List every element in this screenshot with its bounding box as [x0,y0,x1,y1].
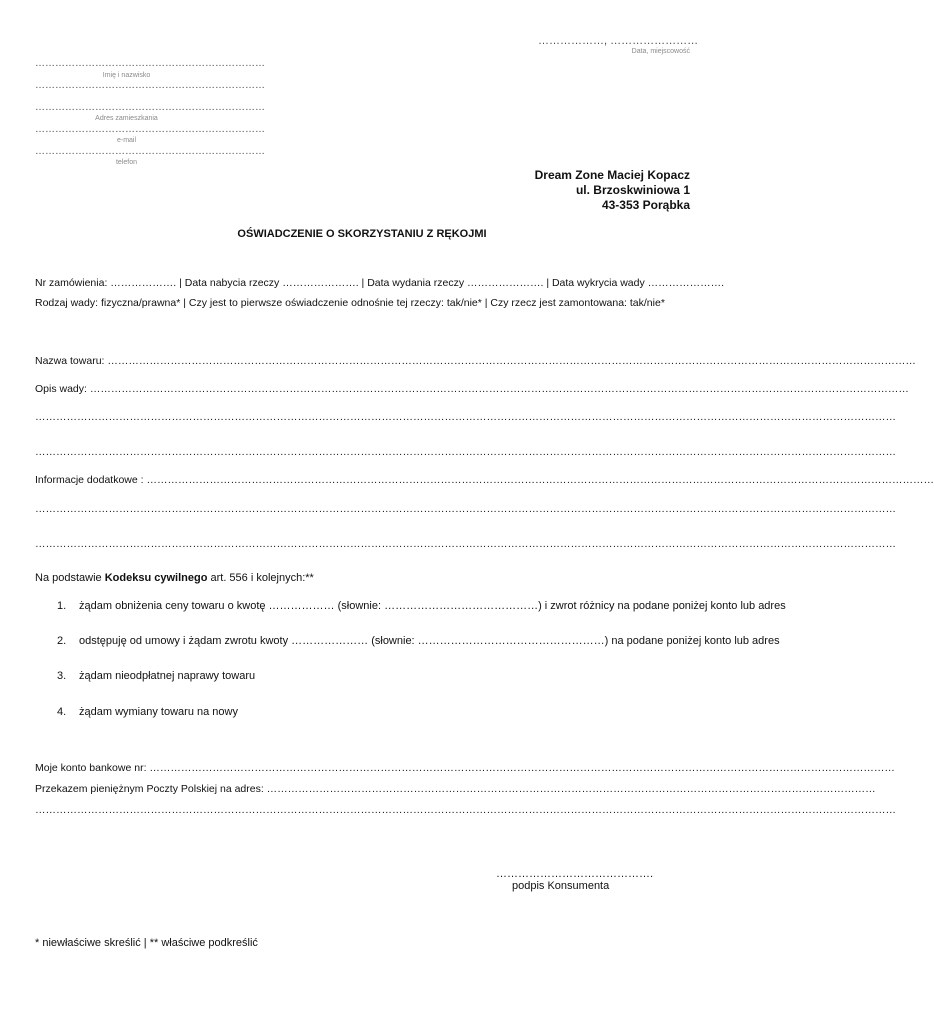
sender-email-line[interactable]: …………………………………………………………… [35,124,265,135]
demand-number: 2. [57,635,67,647]
sender-address-label: Adres zamieszkania [95,115,158,122]
sender-phone-label: telefon [115,159,138,166]
demand-price-reduction[interactable]: żądam obniżenia ceny towaru o kwotę ……………… (słownie: ……………………………………) i zwrot różnicy na podane poniżej konto lub adres [79,600,786,612]
product-name-field[interactable]: Nazwa towaru: …………………………………………………………………………………………………………………………………………………………………………………………………………… [35,355,916,367]
sender-phone-line[interactable]: …………………………………………………………… [35,146,265,157]
order-info-line-2: Rodzaj wady: fizyczna/prawna* | Czy jest to pierwsze oświadczenie odnośnie tej rzeczy: tak/nie* | Czy rzecz jest zamontowana: tak/nie* [35,297,665,309]
additional-info-line-3[interactable]: ………………………………………………………………………………………………………………………………………………………………………………………………………………………… [35,538,896,550]
signature-label: podpis Konsumenta [512,880,610,892]
additional-info-line-2[interactable]: ………………………………………………………………………………………………………………………………………………………………………………………………………………………… [35,503,896,515]
sender-address-line-1[interactable]: …………………………………………………………… [35,80,265,91]
civil-code-reference: Kodeksu cywilnego [104,572,208,584]
place-date-label: Data, miejscowość [631,48,690,55]
demand-number: 1. [57,600,67,612]
recipient-block [535,168,690,213]
bank-account-field[interactable]: Moje konto bankowe nr: …………………………………………………………………………………………………………………………………………………………………………………………… [35,762,895,774]
sender-name-label: Imię i nazwisko [102,72,151,79]
additional-info-field[interactable]: Informacje dodatkowe : ……………………………………………………………………………………………………………………………………………………………………………………………………… [35,474,934,486]
postal-order-address-field[interactable]: Przekazem pieniężnym Poczty Polskiej na adres: ………………………………………………………………………………………………………………………………………………………… [35,783,876,795]
recipient-name: Dream Zone Maciej Kopacz [534,168,690,182]
demand-number: 4. [57,706,67,718]
demand-free-repair[interactable]: żądam nieodpłatnej naprawy towaru [79,670,256,682]
defect-description-field[interactable]: Opis wady: ……………………………………………………………………………………………………………………………………………………………………………………………………………… [35,383,909,395]
defect-description-line-2[interactable]: ………………………………………………………………………………………………………………………………………………………………………………………………………………………… [35,411,896,423]
order-info-line-1: Nr zamówienia: ………………. | Data nabycia rzeczy …………………. | Data wydania rzeczy …………………. | Data wykrycia wady …………………. [35,277,725,289]
legal-basis [35,572,314,584]
place-date-line[interactable]: ………………, …………………… [538,35,699,47]
recipient-city: 43-353 Porąbka [601,198,690,212]
postal-order-address-line-2[interactable]: ………………………………………………………………………………………………………………………………………………………………………………………………………………………… [35,804,896,816]
demand-replacement[interactable]: żądam wymiany towaru na nowy [79,706,238,718]
sender-name-line[interactable]: …………………………………………………………… [35,58,265,69]
demand-number: 3. [57,670,67,682]
legal-basis-suffix: art. 556 i kolejnych:** [207,572,314,584]
demand-withdrawal-refund[interactable]: odstępuję od umowy i żądam zwrotu kwoty ………………… (słownie: ……………………………………………) na podane poniżej konto lub adres [79,635,780,647]
document-title: OŚWIADCZENIE O SKORZYSTANIU Z RĘKOJMI [237,228,487,240]
sender-address-line-2[interactable]: …………………………………………………………… [35,102,265,113]
footnote: * niewłaściwe skreślić | ** właściwe podkreślić [35,937,258,949]
sender-email-label: e-mail [116,137,137,144]
legal-basis-prefix: Na podstawie [35,572,105,584]
defect-description-line-3[interactable]: ………………………………………………………………………………………………………………………………………………………………………………………………………………………… [35,446,896,458]
signature-line[interactable]: ……………………………………. [496,868,654,880]
recipient-street: ul. Brzoskwiniowa 1 [575,183,690,197]
